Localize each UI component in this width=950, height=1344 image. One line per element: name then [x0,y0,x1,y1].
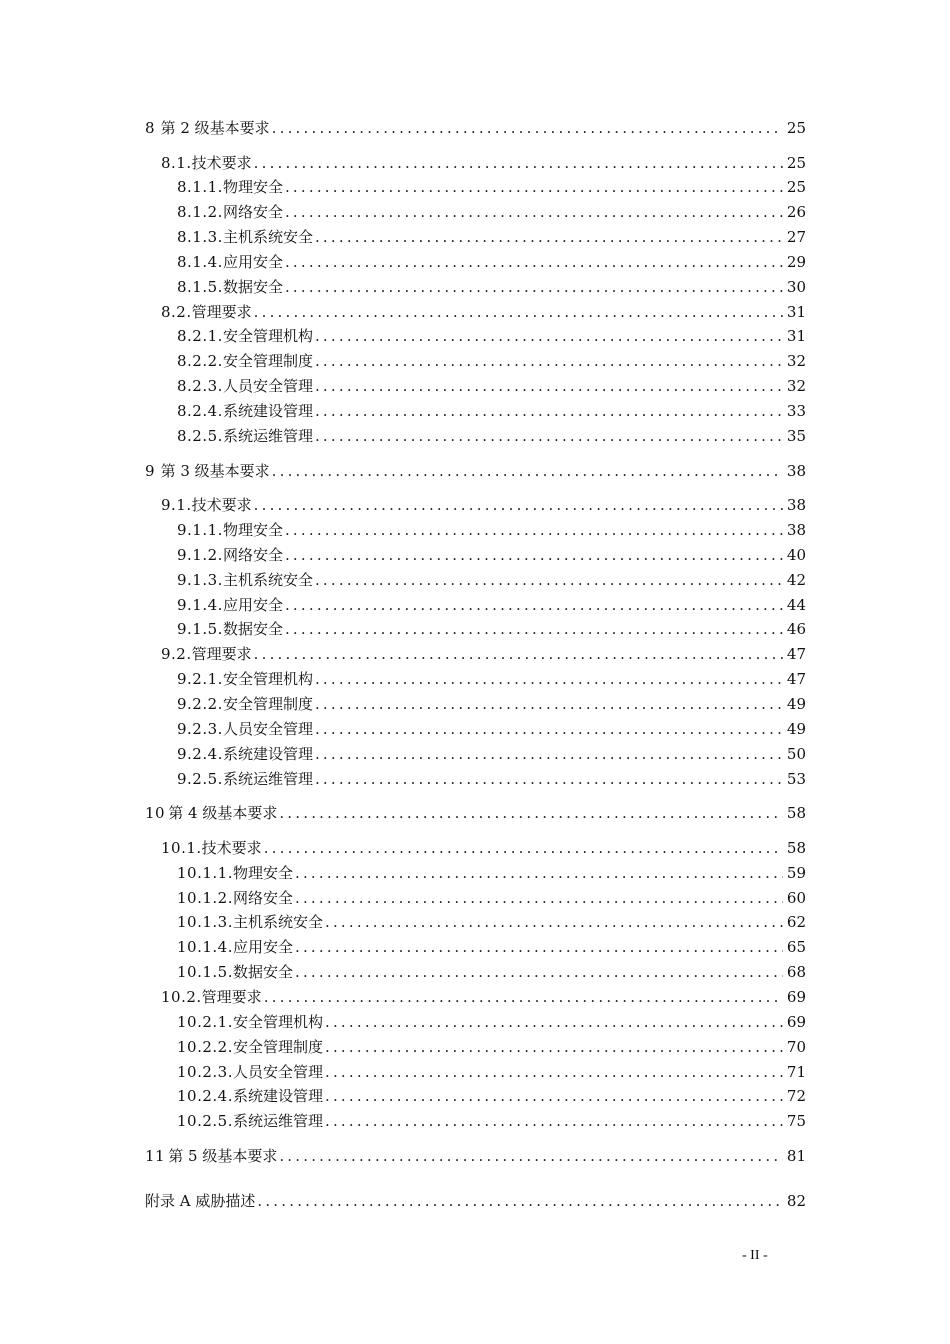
toc-entry-page: 69 [786,1012,806,1031]
toc-entry[interactable] [177,276,806,298]
toc-entry-number: 8.1.1. [177,178,223,197]
toc-entry[interactable] [145,802,806,824]
toc-dot-leader [295,887,783,909]
toc-dot-leader [315,668,783,690]
toc-dot-leader [279,802,783,824]
toc-dot-leader [272,460,783,482]
toc-entry-number: 8.1.3. [177,228,223,247]
toc-entry[interactable] [177,618,806,640]
toc-entry-page: 38 [786,496,806,515]
toc-entry-page: 27 [786,228,806,247]
toc-entry-number: 8.1.5. [177,277,223,296]
toc-entry-number: 9.1.3. [177,570,223,589]
toc-entry-page: 70 [786,1037,806,1056]
toc-entry-number: 8.2.1. [177,327,223,346]
toc-entry-title: 管理要求 [191,645,252,664]
page-number-footer: - II - [742,1248,768,1263]
toc-entry-title: 技术要求 [191,153,252,172]
toc-dot-leader [295,961,783,983]
toc-dot-leader [257,1190,783,1212]
toc-entry-number: 9.2.5. [177,769,223,788]
toc-entry-title: 系统建设管理 [222,402,313,420]
toc-entry-number: 9.1.2. [177,545,223,564]
toc-entry-page: 75 [786,1112,806,1131]
toc-entry-title: 主机系统安全 [222,228,313,247]
toc-entry[interactable] [177,544,806,566]
toc-entry[interactable] [161,986,806,1008]
toc-entry-title: 安全管理机构 [222,670,313,689]
toc-entry-title: 应用安全 [222,252,283,271]
toc-entry-title: 附录 A 威胁描述 [145,1191,256,1210]
toc-entry[interactable] [145,117,806,139]
toc-dot-leader [325,1036,783,1058]
toc-entry-title: 系统运维管理 [222,769,313,788]
toc-entry[interactable] [177,1061,806,1083]
toc-dot-leader [264,986,783,1008]
toc-entry-number: 8.2. [161,302,192,321]
toc-entry[interactable] [177,569,806,591]
toc-dot-leader [315,325,783,347]
toc-entry-page: 59 [786,863,806,882]
toc-entry[interactable] [177,1011,806,1033]
toc-dot-leader [315,425,783,447]
toc-entry[interactable] [177,936,806,958]
toc-entry-number: 10.1.1. [177,863,233,882]
toc-dot-leader [325,1011,783,1033]
toc-entry[interactable] [177,425,806,447]
toc-entry[interactable] [145,1190,806,1212]
toc-dot-leader [285,276,783,298]
toc-dot-leader [279,1145,783,1167]
toc-entry-number: 10.1.5. [177,963,233,982]
toc-entry-number: 9.1.5. [177,620,223,639]
toc-entry-title: 第 3 级基本要求 [160,461,270,480]
toc-entry-number: 8.2.4. [177,402,223,420]
toc-dot-leader [285,251,783,273]
toc-entry-number: 9 [145,461,156,480]
toc-entry[interactable] [177,743,806,765]
toc-entry-title: 主机系统安全 [222,570,313,589]
toc-entry-title: 数据安全 [222,620,283,639]
toc-entry-page: 42 [786,570,806,589]
toc-entry[interactable] [177,400,806,422]
toc-entry-page: 38 [786,521,806,540]
toc-dot-leader [315,743,783,765]
toc-entry-title: 技术要求 [191,496,252,515]
toc-entry-page: 72 [786,1087,806,1106]
toc-entry[interactable] [177,350,806,372]
toc-dot-leader [272,117,783,139]
toc-entry-page: 33 [786,402,806,420]
toc-entry[interactable] [161,494,806,516]
toc-dot-leader [295,936,783,958]
toc-entry-title: 应用安全 [222,595,283,614]
toc-entry[interactable] [161,643,806,665]
toc-entry-number: 8.1. [161,153,192,172]
toc-entry[interactable] [177,251,806,273]
toc-dot-leader [315,718,783,740]
toc-dot-leader [295,862,783,884]
toc-dot-leader [325,1061,783,1083]
toc-dot-leader [285,176,783,198]
toc-entry-page: 32 [786,377,806,396]
toc-entry[interactable] [177,226,806,248]
toc-dot-leader [315,350,783,372]
toc-dot-leader [285,594,783,616]
toc-entry-title: 主机系统安全 [232,913,323,932]
toc-entry-number: 10 [145,804,166,823]
toc-entry-number: 8.1.2. [177,203,223,222]
toc-entry-title: 数据安全 [222,277,283,296]
toc-dot-leader [254,301,783,323]
toc-entry[interactable] [161,152,806,174]
toc-entry-title: 人员安全管理 [232,1062,323,1081]
toc-dot-leader [254,152,783,174]
toc-entry-page: 65 [786,938,806,957]
toc-entry-page: 47 [786,670,806,689]
toc-entry-page: 47 [786,645,806,664]
toc-entry[interactable] [177,1085,806,1107]
toc-entry-title: 数据安全 [232,963,293,982]
toc-entry-title: 网络安全 [222,203,283,222]
toc-entry-title: 系统运维管理 [232,1112,323,1131]
toc-entry-number: 9.1.1. [177,521,223,540]
toc-entry-number: 10.2.5. [177,1112,233,1131]
toc-entry[interactable] [177,325,806,347]
toc-entry-page: 49 [786,695,806,713]
toc-dot-leader [285,201,783,223]
toc-entry-title: 系统建设管理 [222,744,313,763]
toc-entry-page: 81 [786,1147,806,1166]
toc-dot-leader [285,618,783,640]
toc-entry-page: 62 [786,913,806,932]
toc-dot-leader [285,544,783,566]
toc-entry[interactable] [177,911,806,933]
toc-entry-title: 安全管理机构 [232,1012,323,1031]
toc-entry-title: 安全管理制度 [232,1037,323,1056]
toc-entry-number: 9.2.3. [177,719,223,738]
toc-entry-page: 35 [786,426,806,445]
toc-entry-number: 10.2.2. [177,1037,233,1056]
toc-entry-title: 网络安全 [232,888,293,907]
toc-entry-page: 82 [786,1191,806,1210]
toc-entry[interactable] [177,961,806,983]
toc-dot-leader [315,768,783,790]
toc-entry-title: 物理安全 [222,521,283,540]
toc-entry-title: 应用安全 [232,938,293,957]
toc-entry-page: 58 [786,804,806,823]
toc-entry-page: 69 [786,988,806,1006]
toc-entry[interactable] [177,519,806,541]
toc-entry-number: 8.2.5. [177,426,223,445]
toc-entry-number: 9.1.4. [177,595,223,614]
toc-entry-title: 人员安全管理 [222,377,313,396]
toc-dot-leader [325,1110,783,1132]
toc-entry-number: 8.2.3. [177,377,223,396]
toc-entry-number: 9.1. [161,496,192,515]
toc-dot-leader [264,837,783,859]
toc-entry-number: 9.2.1. [177,670,223,689]
toc-entry[interactable] [177,176,806,198]
toc-entry-title: 物理安全 [232,863,293,882]
toc-entry-number: 9.2.2. [177,695,223,713]
toc-entry[interactable] [145,460,806,482]
toc-entry-title: 管理要求 [191,302,252,321]
toc-dot-leader [315,693,783,715]
toc-entry-title: 第 4 级基本要求 [168,804,278,823]
toc-dot-leader [254,494,783,516]
toc-entry-number: 9.2. [161,645,192,664]
toc-entry-number: 10.2.1. [177,1012,233,1031]
toc-entry-page: 25 [786,178,806,197]
toc-entry-page: 58 [786,838,806,857]
toc-entry-title: 技术要求 [201,838,262,857]
toc-entry[interactable] [177,862,806,884]
toc-dot-leader [254,643,783,665]
toc-entry-page: 68 [786,963,806,982]
toc-entry-title: 系统运维管理 [222,426,313,445]
toc-entry-page: 46 [786,620,806,639]
toc-dot-leader [315,400,783,422]
toc-entry-title: 系统建设管理 [232,1087,323,1106]
toc-entry[interactable] [177,768,806,790]
toc-entry-page: 26 [786,203,806,222]
toc-entry[interactable] [177,594,806,616]
toc-entry-number: 9.2.4. [177,744,223,763]
toc-dot-leader [325,911,783,933]
toc-entry-title: 人员安全管理 [222,719,313,738]
toc-entry-page: 50 [786,744,806,763]
toc-entry-title: 第 2 级基本要求 [160,119,270,137]
toc-entry-page: 30 [786,277,806,296]
toc-entry-page: 38 [786,461,806,480]
toc-entry-title: 第 5 级基本要求 [168,1147,278,1166]
toc-entry[interactable] [177,718,806,740]
toc-dot-leader [315,226,783,248]
toc-entry-title: 安全管理制度 [222,352,313,371]
toc-entry[interactable] [177,1110,806,1132]
toc-entry[interactable] [177,201,806,223]
toc-entry[interactable] [145,1145,806,1167]
toc-entry[interactable] [161,301,806,323]
toc-entry[interactable] [177,375,806,397]
toc-entry-page: 60 [786,888,806,907]
toc-entry-number: 10.2.4. [177,1087,233,1106]
toc-entry-title: 安全管理制度 [222,695,313,713]
toc-entry-title: 管理要求 [201,988,262,1006]
toc-entry-number: 11 [145,1147,166,1166]
toc-entry-title: 安全管理机构 [222,327,313,346]
toc-entry-number: 10.1.2. [177,888,233,907]
toc-entry-number: 8.1.4. [177,252,223,271]
toc-entry-page: 25 [786,153,806,172]
toc-entry-number: 10.1. [161,838,202,857]
toc-entry[interactable] [177,1036,806,1058]
toc-entry-number: 10.1.3. [177,913,233,932]
toc-entry-number: 10.2. [161,988,202,1006]
toc-entry-page: 40 [786,545,806,564]
toc-entry-number: 8 [145,119,156,137]
toc-entry-number: 10.1.4. [177,938,233,957]
toc-entry-page: 25 [786,119,806,137]
toc-entry-page: 31 [786,327,806,346]
toc-entry-number: 10.2.3. [177,1062,233,1081]
toc-entry-number: 8.2.2. [177,352,223,371]
toc-entry-page: 32 [786,352,806,371]
toc-entry[interactable] [177,668,806,690]
toc-entry-title: 网络安全 [222,545,283,564]
toc-entry-title: 物理安全 [222,178,283,197]
toc-entry-page: 31 [786,302,806,321]
toc-entry-page: 53 [786,769,806,788]
toc-entry[interactable] [177,693,806,715]
toc-dot-leader [325,1085,783,1107]
toc-entry-page: 29 [786,252,806,271]
toc-dot-leader [315,375,783,397]
toc-entry-page: 44 [786,595,806,614]
toc-entry[interactable] [161,837,806,859]
toc-entry[interactable] [177,887,806,909]
toc-dot-leader [315,569,783,591]
toc-dot-leader [285,519,783,541]
toc-entry-page: 49 [786,719,806,738]
toc-entry-page: 71 [786,1062,806,1081]
